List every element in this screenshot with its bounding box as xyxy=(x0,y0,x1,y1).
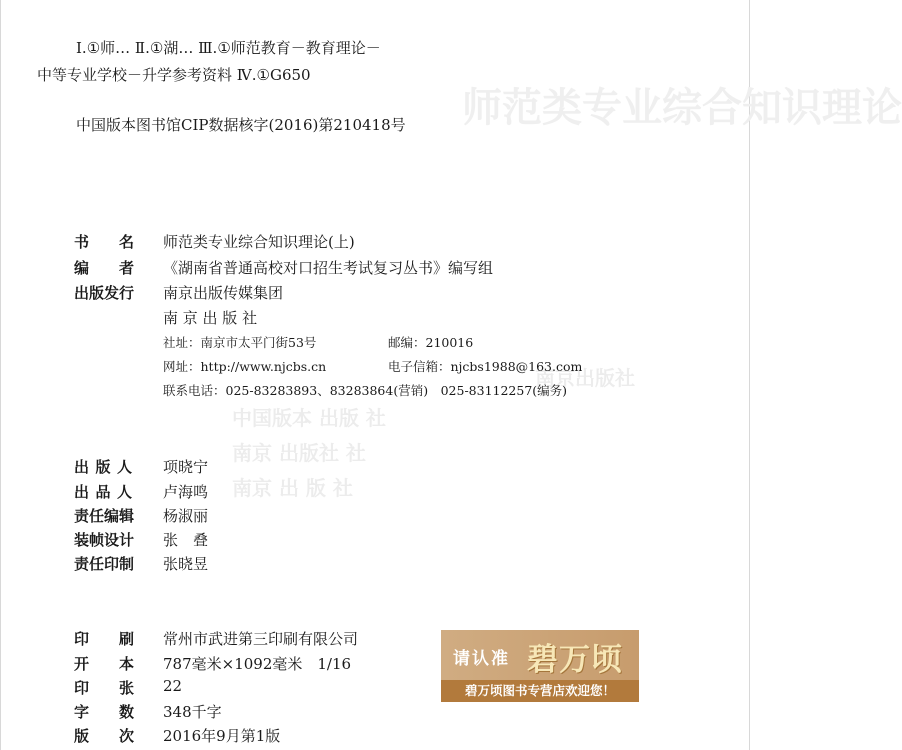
staff-label-designer: 装帧设计 xyxy=(74,531,135,549)
staff-value-editor: 杨淑丽 xyxy=(163,507,209,525)
ghost-title: 师范类专业综合知识理论 xyxy=(462,85,902,131)
cip-classification-line-2: 中等专业学校－升学参考资料 Ⅳ.①G650 xyxy=(37,66,311,84)
editor-label: 编者 xyxy=(74,259,134,277)
publisher-press: 南 京 出 版 社 xyxy=(163,309,258,327)
staff-label-printing: 责任印制 xyxy=(74,555,135,573)
badge-tagline: 碧万顷图书专营店欢迎您！ xyxy=(441,680,639,702)
publisher-phone: 联系电话：025-83283893、83283864(营销) 025-83112257(编务) xyxy=(163,383,568,398)
ghost-line-4: 南京 出 版 社 xyxy=(232,476,353,500)
staff-value-designer: 张 叠 xyxy=(163,531,209,549)
ghost-line-2: 中国版本 出版 社 xyxy=(232,406,386,430)
book-editor: 《湖南省普通高校对口招生考试复习丛书》编写组 xyxy=(163,259,494,277)
print-label-words: 字数 xyxy=(74,703,134,721)
staff-value-printing: 张晓昱 xyxy=(163,555,209,573)
badge-prefix: 请认准 xyxy=(453,649,510,669)
print-label-edition: 版次 xyxy=(74,727,134,745)
print-value-words: 348千字 xyxy=(163,703,222,721)
publisher-website: 网址：http://www.njcbs.cn xyxy=(163,359,327,374)
cip-record-number: 中国版本图书馆CIP数据核字(2016)第210418号 xyxy=(76,116,406,134)
ghost-line-3: 南京 出版社 社 xyxy=(232,441,366,465)
staff-value-publisher: 项晓宁 xyxy=(163,458,209,476)
title-label: 书名 xyxy=(74,233,134,251)
page-left-edge xyxy=(0,0,1,750)
print-value-format: 787毫米×1092毫米 1/16 xyxy=(163,655,352,673)
print-label-sheets: 印张 xyxy=(74,679,134,697)
store-watermark-badge xyxy=(441,630,639,702)
publisher-group: 南京出版传媒集团 xyxy=(163,284,284,302)
publisher-postcode: 邮编：210016 xyxy=(388,335,474,350)
book-title: 师范类专业综合知识理论(上) xyxy=(163,233,355,251)
print-label-format: 开本 xyxy=(74,655,134,673)
cip-classification-line-1: Ⅰ.①师… Ⅱ.①湖… Ⅲ.①师范教育－教育理论－ xyxy=(76,39,381,57)
publisher-email: 电子信箱：njcbs1988@163.com xyxy=(388,359,583,374)
print-value-sheets: 22 xyxy=(163,677,183,695)
staff-label-editor: 责任编辑 xyxy=(74,507,135,525)
publisher-label: 出版发行 xyxy=(74,284,135,302)
staff-value-producer: 卢海鸣 xyxy=(163,483,209,501)
staff-label-publisher: 出版人 xyxy=(74,458,132,476)
ghost-line-1: 南京出版社 xyxy=(535,366,635,390)
badge-brand-name: 碧万顷 xyxy=(527,642,623,678)
print-value-printer: 常州市武进第三印刷有限公司 xyxy=(163,630,359,648)
publisher-address: 社址：南京市太平门街53号 xyxy=(163,335,317,350)
staff-label-producer: 出品人 xyxy=(74,483,132,501)
print-label-printer: 印刷 xyxy=(74,630,134,648)
print-value-edition: 2016年9月第1版 xyxy=(163,727,281,745)
